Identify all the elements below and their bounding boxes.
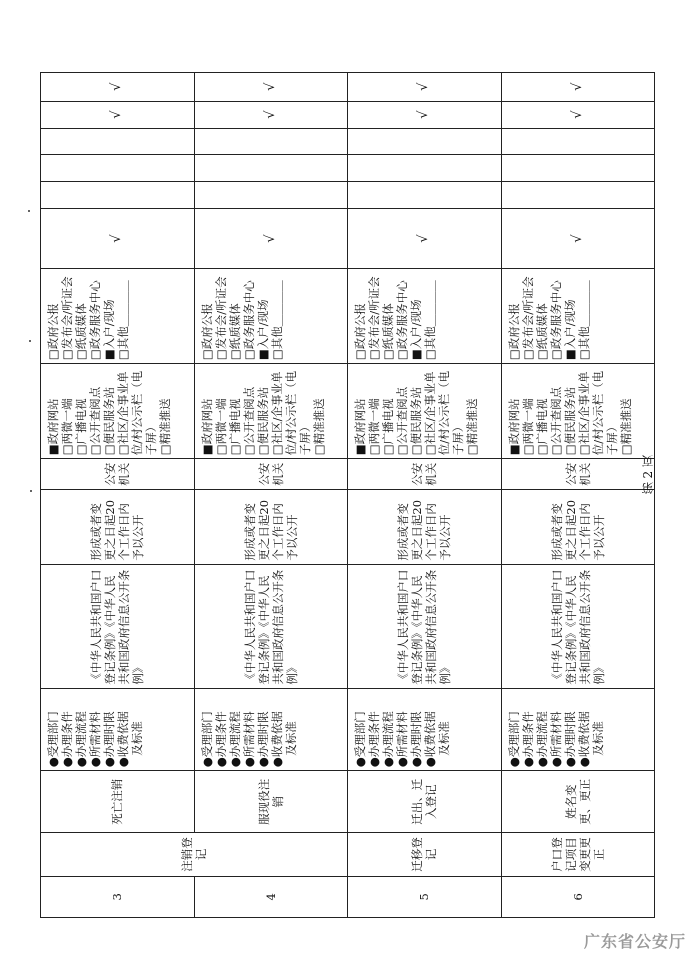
content-line: ●所需材料: [395, 711, 410, 768]
check-cell: [501, 182, 655, 209]
content-line: ●办理流程: [227, 711, 242, 768]
channel-option: ■入户/现场: [255, 299, 270, 361]
channel-option: □广播电视: [381, 398, 396, 456]
basis-cell: 《中华人民共和国户口登记条例》《中华人民共和国政府信息公开条例》: [501, 564, 655, 688]
channels-cell-2: [348, 269, 502, 364]
channels-cell-2: [194, 269, 348, 364]
time-cell: 形成或者变更之日起20个工作日内予以公开: [41, 490, 195, 564]
content-line: ●收费依据: [576, 711, 591, 768]
check-cell: [501, 155, 655, 182]
item-cell: 迁出、迁入登记: [348, 771, 502, 833]
channel-option: □纸质媒体: [227, 303, 242, 361]
channel-option: □发布会/听证会: [60, 276, 75, 361]
channel-option: ■政府网站: [506, 398, 521, 456]
content-line: ●办理流程: [74, 711, 89, 768]
channel-option: □其他＿＿＿＿: [423, 280, 438, 361]
check-cell: √: [501, 101, 655, 128]
subject-cell: 公安机关: [194, 459, 348, 490]
basis-cell: 《中华人民共和国户口登记条例》《中华人民共和国政府信息公开条例》: [194, 564, 348, 688]
item-cell: 服现役注销: [194, 771, 348, 833]
check-cell: √: [194, 209, 348, 269]
channel-option: □纸质媒体: [74, 303, 89, 361]
channel-option: □政府公报: [353, 303, 367, 361]
channel-option: □精准推送: [311, 398, 326, 456]
page-number: 第 2 页: [641, 455, 655, 495]
channel-option: □纸质媒体: [534, 303, 549, 361]
channel-option: □政府公报: [46, 303, 60, 361]
watermark-logo: 广东省公安厅: [583, 932, 686, 951]
category-cell: 户口登记项目变更更正: [501, 833, 655, 876]
channel-option: □政务服务中心: [88, 280, 103, 361]
content-line: ●收费依据: [116, 711, 131, 768]
content-line: ●收费依据: [423, 711, 438, 768]
check-cell: √: [348, 101, 502, 128]
content-cell: [501, 688, 655, 771]
channel-option: □其他＿＿＿＿: [269, 280, 284, 361]
channel-option: □发布会/听证会: [213, 276, 228, 361]
channel-option: □公开查阅点: [395, 386, 410, 456]
subject-cell: 公安机关: [41, 459, 195, 490]
channel-option: □社区/企事业单位/村公示栏（电子屏）: [576, 370, 619, 456]
check-cell: √: [194, 101, 348, 128]
check-cell: [41, 182, 195, 209]
content-line: ●受理部门: [199, 711, 214, 768]
subject-cell: 公安机关: [348, 459, 502, 490]
channel-option: □便民服务站: [409, 386, 424, 456]
category-cell: 注销登记: [41, 833, 348, 876]
content-cell: [194, 688, 348, 771]
channel-option: □精准推送: [158, 398, 173, 456]
content-line: ●所需材料: [88, 711, 103, 768]
channel-option: □广播电视: [74, 398, 89, 456]
check-cell: [41, 155, 195, 182]
disclosure-table: [40, 20, 655, 918]
check-cell: √: [41, 72, 195, 101]
channel-option: ■政府网站: [46, 398, 60, 456]
channel-option: ■入户/现场: [409, 299, 424, 361]
channel-option: □精准推送: [618, 398, 633, 456]
check-cell: [194, 182, 348, 209]
channel-option: □便民服务站: [562, 386, 577, 456]
channels-cell: [41, 364, 195, 459]
check-cell: [194, 128, 348, 155]
row-number: 6: [501, 876, 655, 917]
basis-cell: 《中华人民共和国户口登记条例》《中华人民共和国政府信息公开条例》: [41, 564, 195, 688]
channel-option: □其他＿＿＿＿: [116, 280, 131, 361]
subject-cell: 公安机关: [501, 459, 655, 490]
channel-option: □纸质媒体: [381, 303, 396, 361]
content-line: ●办理时限: [102, 711, 117, 768]
check-cell: √: [41, 209, 195, 269]
channel-option: □政务服务中心: [241, 280, 256, 361]
channel-option: □两微一端: [213, 398, 228, 456]
content-line: ●办理时限: [255, 711, 270, 768]
channels-cell-2: [41, 269, 195, 364]
content-line: ●受理部门: [353, 711, 367, 768]
category-cell: 迁移登记: [348, 833, 502, 876]
check-cell: √: [41, 101, 195, 128]
table-row: [194, 21, 348, 918]
content-line: ●办理时限: [562, 711, 577, 768]
channel-option: □公开查阅点: [88, 386, 103, 456]
content-line: ●办理条件: [367, 711, 382, 768]
scan-speck: [30, 490, 32, 492]
content-line: ●受理部门: [506, 711, 521, 768]
table-row: [348, 21, 502, 918]
content-line: 及标准: [130, 721, 145, 768]
channel-option: □政府公报: [506, 303, 521, 361]
channel-option: □政务服务中心: [548, 280, 563, 361]
content-cell: [348, 688, 502, 771]
content-line: 及标准: [283, 721, 298, 768]
check-cell: [41, 128, 195, 155]
channel-option: □两微一端: [60, 398, 75, 456]
check-cell: √: [501, 72, 655, 101]
channel-option: □两微一端: [367, 398, 382, 456]
channel-option: □精准推送: [465, 398, 480, 456]
content-line: ●办理时限: [409, 711, 424, 768]
channel-option: □两微一端: [520, 398, 535, 456]
channel-option: □发布会/听证会: [520, 276, 535, 361]
channel-option: □政务服务中心: [395, 280, 410, 361]
table-row: [41, 21, 195, 918]
channel-option: ■入户/现场: [562, 299, 577, 361]
item-cell: 死亡注销: [41, 771, 195, 833]
check-cell: [348, 128, 502, 155]
content-line: ●办理条件: [213, 711, 228, 768]
channel-option: □社区/企事业单位/村公示栏（电子屏）: [269, 370, 312, 456]
content-line: ●所需材料: [548, 711, 563, 768]
channel-option: □发布会/听证会: [367, 276, 382, 361]
row-number: 4: [194, 876, 348, 917]
channel-option: □政府公报: [199, 303, 214, 361]
row-number: 5: [348, 876, 502, 917]
item-cell: 姓名变更、更正: [501, 771, 655, 833]
content-cell: [41, 688, 195, 771]
content-line: ●办理流程: [534, 711, 549, 768]
scan-speck: [29, 340, 31, 342]
channel-option: ■政府网站: [199, 398, 214, 456]
row-number: 3: [41, 876, 195, 917]
channel-option: □便民服务站: [255, 386, 270, 456]
table-row: [501, 21, 655, 918]
channel-option: □便民服务站: [102, 386, 117, 456]
channels-cell: [194, 364, 348, 459]
channels-cell: [348, 364, 502, 459]
content-line: ●收费依据: [269, 711, 284, 768]
content-line: 及标准: [437, 721, 452, 768]
scan-speck: [28, 210, 30, 212]
channel-option: □社区/企事业单位/村公示栏（电子屏）: [423, 370, 466, 456]
time-cell: 形成或者变更之日起20个工作日内予以公开: [348, 490, 502, 564]
rotated-table-container: [40, 20, 655, 918]
time-cell: 形成或者变更之日起20个工作日内予以公开: [194, 490, 348, 564]
channel-option: □广播电视: [227, 398, 242, 456]
content-line: ●办理条件: [520, 711, 535, 768]
channel-option: □社区/企事业单位/村公示栏（电子屏）: [116, 370, 159, 456]
content-line: ●办理条件: [60, 711, 75, 768]
content-line: ●受理部门: [46, 711, 60, 768]
check-cell: √: [194, 72, 348, 101]
check-cell: [501, 128, 655, 155]
basis-cell: 《中华人民共和国户口登记条例》《中华人民共和国政府信息公开条例》: [348, 564, 502, 688]
content-line: 及标准: [590, 721, 605, 768]
content-line: ●办理流程: [381, 711, 396, 768]
check-cell: [194, 155, 348, 182]
check-cell: [348, 182, 502, 209]
channels-cell-2: [501, 269, 655, 364]
channel-option: ■政府网站: [353, 398, 367, 456]
check-cell: [348, 155, 502, 182]
channel-option: ■入户/现场: [102, 299, 117, 361]
time-cell: 形成或者变更之日起20个工作日内予以公开: [501, 490, 655, 564]
check-cell: √: [501, 209, 655, 269]
check-cell: √: [348, 209, 502, 269]
channel-option: □公开查阅点: [241, 386, 256, 456]
check-cell: √: [348, 72, 502, 101]
channel-option: □其他＿＿＿＿: [576, 280, 591, 361]
channels-cell: [501, 364, 655, 459]
content-line: ●所需材料: [241, 711, 256, 768]
channel-option: □广播电视: [534, 398, 549, 456]
channel-option: □公开查阅点: [548, 386, 563, 456]
